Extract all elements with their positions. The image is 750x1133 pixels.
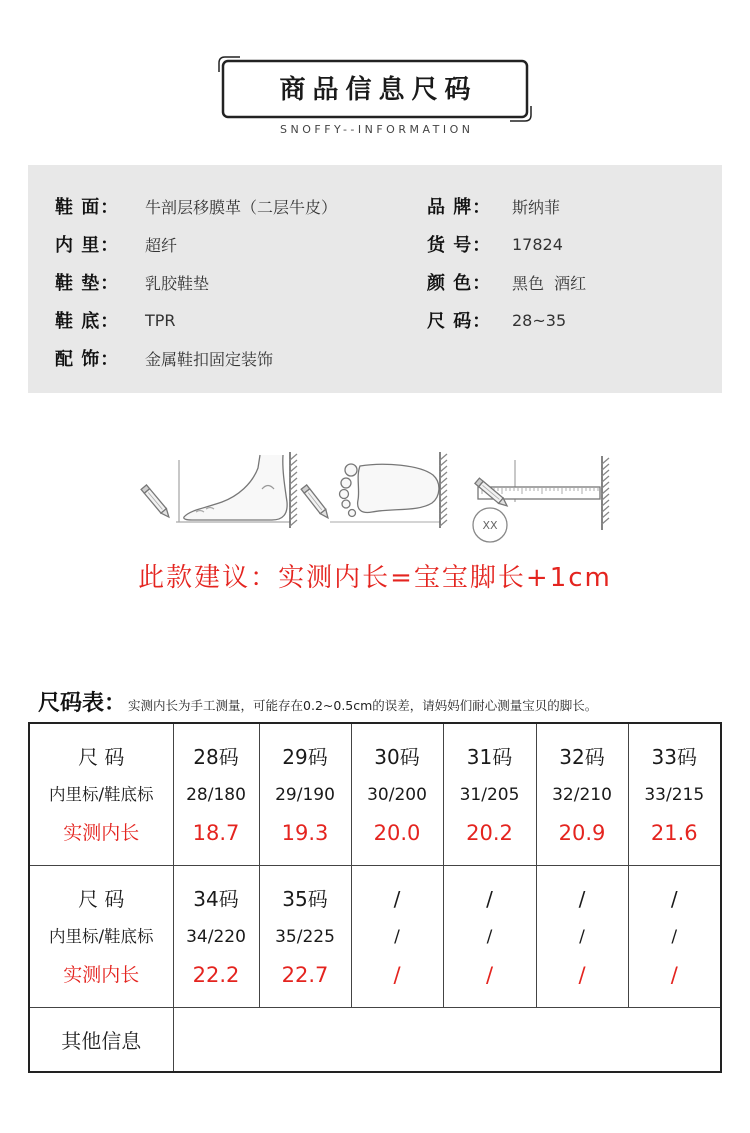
product-info-panel <box>28 165 722 393</box>
foot-side-icon <box>141 452 297 528</box>
info-value: 17824 <box>512 234 563 254</box>
info-row-item-number <box>427 225 586 263</box>
other-info-label: 其他信息 <box>29 1008 173 1073</box>
info-label: 鞋 垫： <box>55 273 120 294</box>
info-label: 鞋 面： <box>55 197 120 218</box>
length-value: 22.7 <box>281 963 329 987</box>
info-row-brand <box>427 187 586 225</box>
size-value: 33码 <box>651 745 697 769</box>
tag-value: 34/220 <box>186 927 246 947</box>
size-column-cell <box>628 723 721 866</box>
size-value: / <box>393 887 401 911</box>
other-info-row <box>29 1008 721 1073</box>
size-value: 31码 <box>466 745 513 769</box>
info-label: 尺 码： <box>427 311 492 332</box>
foot-top-icon <box>301 452 447 528</box>
tag-row-label: 内里标/鞋底标 <box>48 785 154 804</box>
info-label: 货 号： <box>427 235 492 256</box>
info-row-lining <box>55 225 337 263</box>
tag-value: / <box>579 927 585 947</box>
tag-value: / <box>486 927 493 947</box>
tag-value: 32/210 <box>552 785 612 805</box>
size-column-cell <box>173 866 259 1008</box>
size-column-cell <box>628 866 721 1008</box>
size-column-cell <box>351 866 443 1008</box>
length-value: / <box>670 963 678 987</box>
size-recommendation: 此款建议：实测内长=宝宝脚长+1cm <box>138 563 612 593</box>
info-label: 品 牌： <box>427 197 492 218</box>
row-label-cell <box>29 866 173 1008</box>
info-value: 黑色 酒红 <box>512 273 587 293</box>
info-row-insole <box>55 263 337 301</box>
info-value: 斯纳菲 <box>512 197 561 217</box>
measure-illustration <box>130 440 620 550</box>
size-value: / <box>670 887 678 911</box>
size-table-title: 尺码表： <box>38 691 127 716</box>
tag-value: 29/190 <box>275 785 335 805</box>
size-value: 28码 <box>193 745 239 769</box>
info-row-accessory <box>55 339 337 377</box>
length-value: / <box>393 963 401 987</box>
length-value: / <box>485 963 494 987</box>
size-value: / <box>486 887 493 911</box>
tag-value: 31/205 <box>459 785 520 805</box>
size-value: 35码 <box>282 887 328 911</box>
info-value: 金属鞋扣固定装饰 <box>145 349 274 369</box>
length-value: 20.2 <box>466 821 513 845</box>
row-label-cell <box>29 723 173 866</box>
size-column-cell <box>259 723 351 866</box>
info-row-sole <box>55 301 337 339</box>
info-row-color <box>427 263 586 301</box>
length-value: 22.2 <box>192 963 240 987</box>
tag-value: / <box>671 927 678 947</box>
info-row-size-range <box>427 301 586 339</box>
product-info-right-column <box>427 187 586 339</box>
size-row-label: 尺 码 <box>78 887 125 911</box>
length-value: / <box>578 963 586 987</box>
info-row-upper <box>55 187 337 225</box>
size-column-cell <box>351 723 443 866</box>
size-table-note: 实测内长为手工测量，可能存在0.2~0.5cm的误差，请妈妈们耐心测量宝贝的脚长。 <box>128 698 598 713</box>
size-table <box>28 722 722 1073</box>
size-value: 30码 <box>374 745 420 769</box>
size-column-cell <box>536 723 628 866</box>
measure-badge: XX <box>482 519 498 532</box>
info-label: 内 里： <box>55 235 120 256</box>
size-value: / <box>578 887 586 911</box>
size-row-label: 尺 码 <box>78 745 125 769</box>
info-value: 28~35 <box>512 310 567 330</box>
size-group-row <box>29 866 721 1008</box>
info-label: 颜 色： <box>427 273 492 294</box>
tag-value: / <box>394 927 400 947</box>
other-info-value <box>173 1008 721 1073</box>
size-value: 32码 <box>559 745 605 769</box>
info-label: 配 饰： <box>55 349 120 370</box>
info-value: 牛剖层移膜革（二层牛皮） <box>145 197 338 217</box>
tag-row-label: 内里标/鞋底标 <box>48 927 154 946</box>
info-label: 鞋 底： <box>55 311 120 332</box>
info-value: 乳胶鞋垫 <box>145 273 210 293</box>
size-value: 29码 <box>282 745 328 769</box>
size-group-row <box>29 723 721 866</box>
size-column-cell <box>443 723 536 866</box>
size-table-heading <box>38 686 597 718</box>
size-column-cell <box>443 866 536 1008</box>
info-value: 超纤 <box>145 235 178 255</box>
length-value: 20.0 <box>373 821 421 845</box>
info-value: TPR <box>145 310 176 330</box>
size-column-cell <box>173 723 259 866</box>
tag-value: 33/215 <box>644 785 705 805</box>
length-row-label: 实测内长 <box>63 822 140 844</box>
length-value: 19.3 <box>281 821 329 845</box>
size-value: 34码 <box>193 887 239 911</box>
size-column-cell <box>536 866 628 1008</box>
tag-value: 28/180 <box>186 785 246 805</box>
tag-value: 30/200 <box>367 785 427 805</box>
tag-value: 35/225 <box>275 927 335 947</box>
product-info-left-column <box>55 187 337 377</box>
length-value: 18.7 <box>192 821 240 845</box>
length-value: 21.6 <box>650 821 698 845</box>
page-subtitle: SNOFFY--INFORMATION <box>280 123 474 136</box>
length-value: 20.9 <box>558 821 606 845</box>
size-column-cell <box>259 866 351 1008</box>
length-row-label: 实测内长 <box>63 964 140 986</box>
page-title: 商品信息尺码 <box>279 75 478 105</box>
